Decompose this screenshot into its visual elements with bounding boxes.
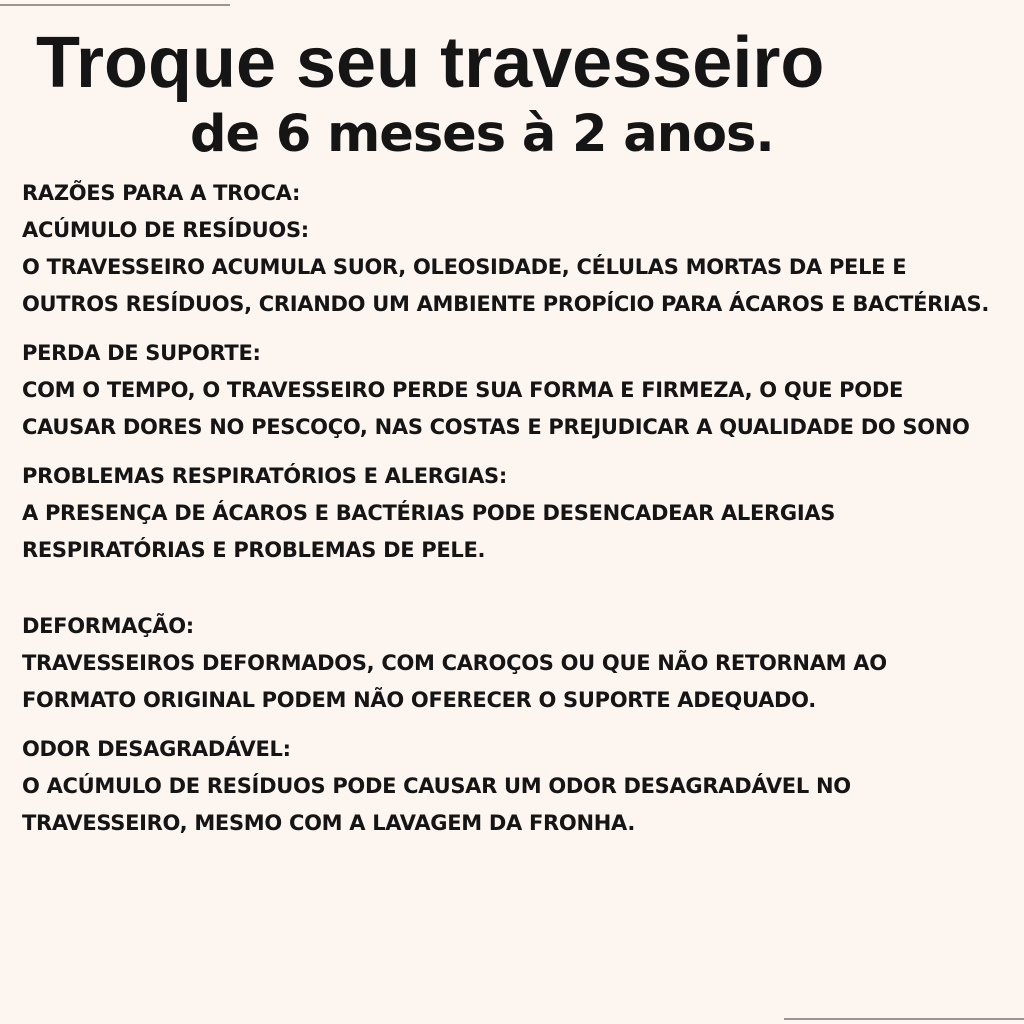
section-body: O ACÚMULO DE RESÍDUOS PODE CAUSAR UM ODOR DESAGRADÁVEL NO TRAVESSEIRO, MESMO COM A LAVAGEM DA FRONHA. xyxy=(22,774,851,835)
bottom-divider-line xyxy=(784,1018,1024,1020)
page-subtitle: de 6 meses à 2 anos. xyxy=(190,105,774,164)
section-body: COM O TEMPO, O TRAVESSEIRO PERDE SUA FORMA E FIRMEZA, O QUE PODE CAUSAR DORES NO PESCOÇO, NAS COSTAS E PREJUDICAR A QUALIDADE DO SONO xyxy=(22,378,970,439)
top-divider-line xyxy=(0,4,230,6)
section-heading: PERDA DE SUPORTE: xyxy=(22,341,261,365)
section-deformation xyxy=(22,608,1002,719)
section-heading: ACÚMULO DE RESÍDUOS: xyxy=(22,218,309,242)
section-body: A PRESENÇA DE ÁCAROS E BACTÉRIAS PODE DESENCADEAR ALERGIAS RESPIRATÓRIAS E PROBLEMAS DE PELE. xyxy=(22,501,836,562)
section-respiratory-allergies xyxy=(22,458,1002,569)
section-heading: ODOR DESAGRADÁVEL: xyxy=(22,737,291,761)
page-title: Troque seu travesseiro xyxy=(36,23,825,103)
section-body: TRAVESSEIROS DEFORMADOS, COM CAROÇOS OU QUE NÃO RETORNAM AO FORMATO ORIGINAL PODEM NÃO OFERECER O SUPORTE ADEQUADO. xyxy=(22,651,887,712)
intro-heading: RAZÕES PARA A TROCA: xyxy=(22,181,301,205)
section-loss-of-support xyxy=(22,335,1002,446)
section-body: O TRAVESSEIRO ACUMULA SUOR, OLEOSIDADE, CÉLULAS MORTAS DA PELE E OUTROS RESÍDUOS, CRIANDO UM AMBIENTE PROPÍCIO PARA ÁCAROS E BACTÉRIAS. xyxy=(22,255,990,316)
section-residue-buildup xyxy=(22,212,1002,323)
section-heading: PROBLEMAS RESPIRATÓRIOS E ALERGIAS: xyxy=(22,464,507,488)
reasons-content xyxy=(22,175,1002,842)
section-heading: DEFORMAÇÃO: xyxy=(22,614,194,638)
section-unpleasant-odor xyxy=(22,731,1002,842)
